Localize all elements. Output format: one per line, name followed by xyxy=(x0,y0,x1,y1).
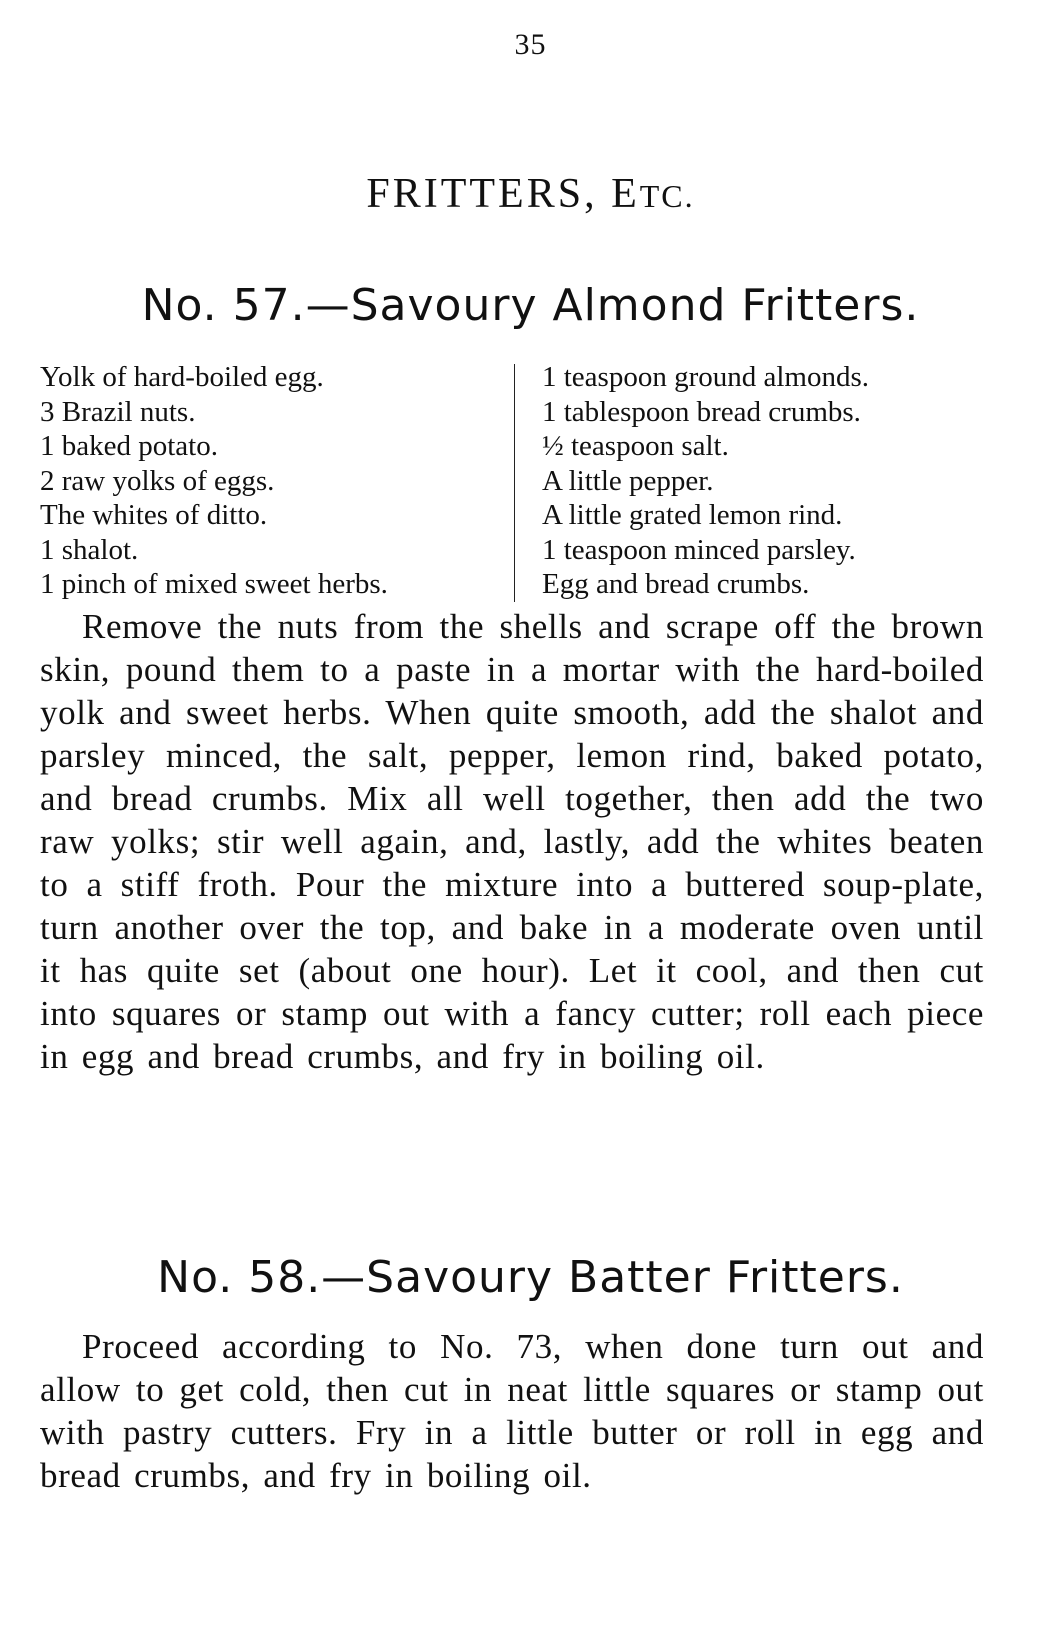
ingredient-item: 1 shalot. xyxy=(40,533,139,566)
ingredient-item: 1 pinch of mixed sweet herbs. xyxy=(40,568,388,600)
section-title-etc-initial: E xyxy=(611,171,640,217)
ingredient-item: A little grated lemon rind. xyxy=(542,499,843,531)
ingredient-item: 2 raw yolks of eggs. xyxy=(40,464,275,497)
ingredient-item: ½ teaspoon salt. xyxy=(542,430,729,462)
recipe-method-58: Proceed according to No. 73, when done turn out and allow to get cold, then cut in neat little squares or stamp out with pastry cutters. Fry in a little butter or roll in egg and bread crumbs, and fry in boiling oil. xyxy=(40,1327,984,1495)
ingredients-list-57 xyxy=(40,360,1000,622)
ingredient-item: A little pepper. xyxy=(542,464,714,497)
ingredient-item: The whites of ditto. xyxy=(40,499,268,531)
ingredient-item: 1 baked potato. xyxy=(40,430,218,462)
ingredient-item: 1 teaspoon ground almonds. xyxy=(542,361,870,393)
ingredients-divider xyxy=(514,364,515,602)
ingredient-item: 1 teaspoon minced parsley. xyxy=(542,533,856,566)
section-title-etc-rest: TC. xyxy=(639,178,695,214)
page-number: 35 xyxy=(514,28,547,61)
ingredient-item: 1 tablespoon bread crumbs. xyxy=(542,395,861,428)
section-title xyxy=(0,170,1061,218)
recipe-heading-58: No. 58.—Savoury Batter Fritters. xyxy=(157,1252,904,1303)
recipe-method-57: Remove the nuts from the shells and scrape off the brown skin, pound them to a paste in a mortar with the hard-boiled yolk and sweet herbs. When quite smooth, add the shalot and parsley minced, the salt, pepper, lemon rind, baked potato, and bread crumbs. Mix all well together, then add the two raw yolks; stir well again, and, lastly, add the whites beaten to a stiff froth. Pour the mixture into a buttered soup-plate, turn another over the top, and bake in a moderate oven until it has quite set (about one hour). Let it cool, and then cut into squares or stamp out with a fancy cutter; roll each piece in egg and bread crumbs, and fry in boiling oil. xyxy=(40,607,984,1076)
recipe-heading-57: No. 57.—Savoury Almond Fritters. xyxy=(141,280,920,331)
ingredient-item: Yolk of hard-boiled egg. xyxy=(40,361,324,393)
ingredients-right-column xyxy=(542,360,1002,602)
ingredient-item: Egg and bread crumbs. xyxy=(542,568,810,600)
ingredient-item: 3 Brazil nuts. xyxy=(40,395,196,428)
section-title-main: FRITTERS, xyxy=(366,171,598,217)
ingredients-left-column xyxy=(40,360,510,602)
